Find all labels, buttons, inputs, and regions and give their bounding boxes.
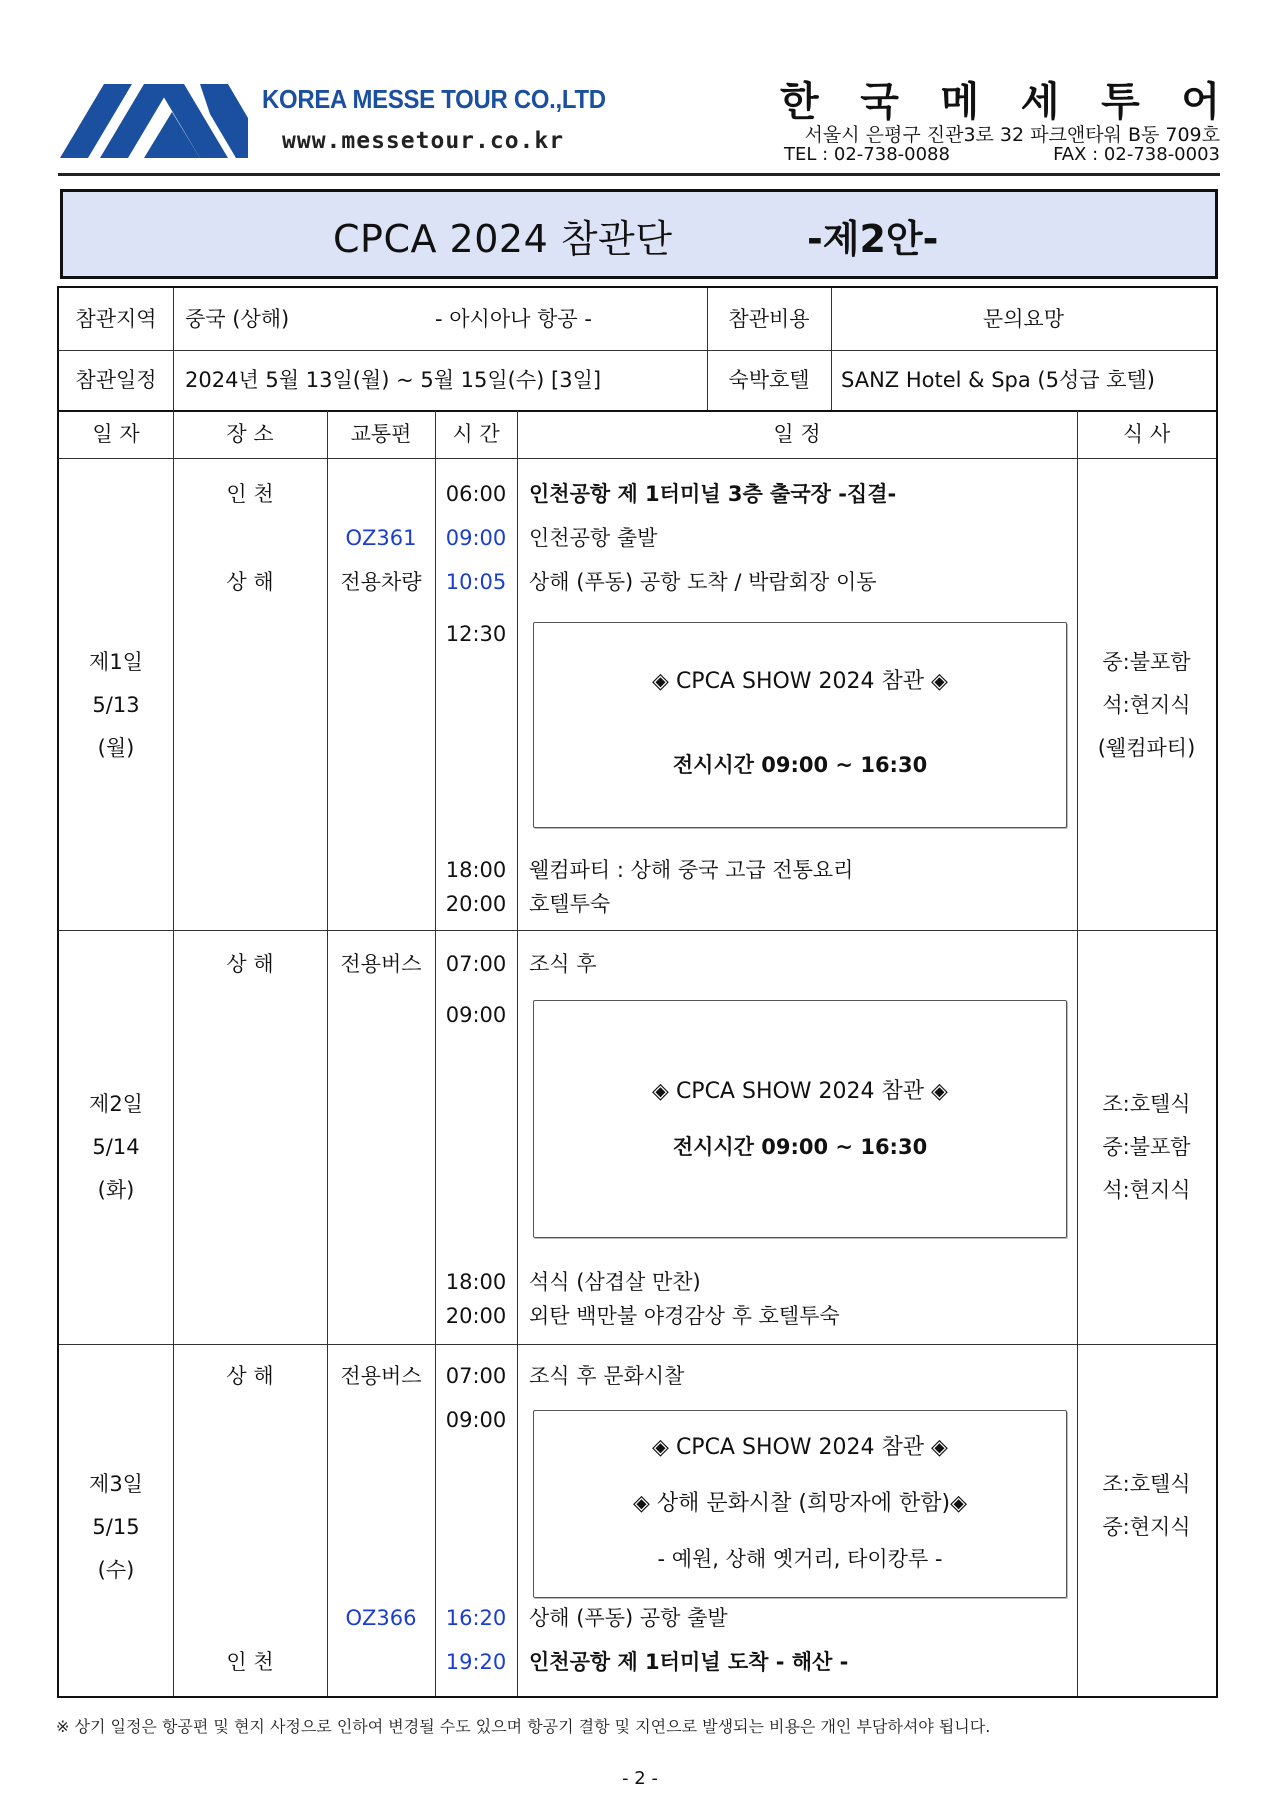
day1-date: 5/13 bbox=[92, 693, 140, 717]
day1-label: 제1일 bbox=[89, 650, 143, 674]
day3-place-incheon: 인 천 bbox=[226, 1650, 274, 1674]
day2-event3: 석식 (삼겹살 만찬) bbox=[529, 1270, 701, 1294]
day1-time3: 10:05 bbox=[445, 570, 507, 594]
day1-meal-lunch: 중:불포함 bbox=[1102, 650, 1191, 674]
day2-place: 상 해 bbox=[226, 952, 274, 976]
day1-show-box bbox=[533, 622, 1067, 828]
day3-transport: 전용버스 bbox=[340, 1364, 422, 1388]
page-title: CPCA 2024 참관단 bbox=[333, 217, 673, 261]
day2-meal-lunch: 중:불포함 bbox=[1102, 1135, 1191, 1159]
plan-label: -제2안- bbox=[807, 217, 939, 261]
day2-time3: 18:00 bbox=[445, 1270, 507, 1294]
day1-event6: 호텔투숙 bbox=[529, 892, 611, 916]
region-value: 중국 (상해) bbox=[185, 307, 290, 331]
header-divider bbox=[58, 173, 1220, 176]
day3-weekday: (수) bbox=[97, 1558, 135, 1582]
company-website: www.messetour.co.kr bbox=[282, 128, 565, 154]
day3-label: 제3일 bbox=[89, 1472, 143, 1496]
day3-time4: 19:20 bbox=[445, 1650, 507, 1674]
day1-time6: 20:00 bbox=[445, 892, 507, 916]
day3-event1: 조식 후 문화시찰 bbox=[529, 1364, 685, 1388]
company-logo bbox=[60, 84, 248, 158]
day2-show-box bbox=[533, 1000, 1067, 1238]
company-name-en: KOREA MESSE TOUR CO.,LTD bbox=[262, 84, 606, 114]
day1-time1: 06:00 bbox=[445, 482, 507, 506]
day2-transport: 전용버스 bbox=[340, 952, 422, 976]
day3-show-title: ◈ CPCA SHOW 2024 참관 ◈ bbox=[652, 1435, 948, 1460]
day1-place-incheon: 인 천 bbox=[226, 482, 274, 506]
company-name-ko: 한 국 메 세 투 어 bbox=[780, 79, 1220, 125]
day2-label: 제2일 bbox=[89, 1092, 143, 1116]
day1-time4: 12:30 bbox=[445, 622, 507, 646]
day2-time2: 09:00 bbox=[445, 1003, 507, 1027]
period-value: 2024년 5월 13일(월) ~ 5월 15일(수) [3일] bbox=[185, 368, 602, 392]
page-number: - 2 - bbox=[622, 1768, 658, 1789]
day3-time3: 16:20 bbox=[445, 1606, 507, 1630]
day1-time2: 09:00 bbox=[445, 526, 507, 550]
day3-meal-lunch: 중:현지식 bbox=[1102, 1515, 1191, 1539]
day1-time5: 18:00 bbox=[445, 858, 507, 882]
day3-time1: 07:00 bbox=[445, 1364, 507, 1388]
company-tel: TEL : 02-738-0088 bbox=[784, 144, 950, 165]
col-time: 시 간 bbox=[452, 422, 500, 446]
region-label: 참관지역 bbox=[75, 307, 157, 331]
day2-show-hours: 전시시간 09:00 ~ 16:30 bbox=[672, 1135, 928, 1159]
day2-weekday: (화) bbox=[97, 1178, 135, 1202]
cost-label: 참관비용 bbox=[728, 307, 810, 331]
period-label: 참관일정 bbox=[75, 368, 157, 392]
col-place: 장 소 bbox=[226, 422, 274, 446]
cost-value: 문의요망 bbox=[982, 307, 1065, 331]
hotel-value: SANZ Hotel & Spa (5성급 호텔) bbox=[841, 368, 1155, 392]
day1-event1: 인천공항 제 1터미널 3층 출국장 -집결- bbox=[529, 482, 897, 506]
company-fax: FAX : 02-738-0003 bbox=[1053, 144, 1220, 165]
day1-event2: 인천공항 출발 bbox=[529, 526, 658, 550]
day1-meal-note: (웰컴파티) bbox=[1097, 736, 1196, 760]
day1-place-shanghai: 상 해 bbox=[226, 570, 274, 594]
day3-event3: 상해 (푸동) 공항 출발 bbox=[529, 1606, 728, 1630]
footer-note: ※ 상기 일정은 항공편 및 현지 사정으로 인하여 변경될 수도 있으며 항공기 결항 및 지연으로 발생되는 비용은 개인 부담하셔야 됩니다. bbox=[56, 1717, 991, 1736]
day3-date: 5/15 bbox=[92, 1515, 140, 1539]
company-address: 서울시 은평구 진관3로 32 파크앤타워 B동 709호 bbox=[804, 124, 1220, 146]
itinerary-table bbox=[57, 286, 1218, 1698]
day2-meal-breakfast: 조:호텔식 bbox=[1102, 1092, 1191, 1116]
day3-meal-breakfast: 조:호텔식 bbox=[1102, 1472, 1191, 1496]
day2-event4: 외탄 백만불 야경감상 후 호텔투숙 bbox=[529, 1304, 840, 1328]
day1-show-title: ◈ CPCA SHOW 2024 참관 ◈ bbox=[652, 669, 948, 694]
day1-weekday: (월) bbox=[97, 736, 135, 760]
day1-flight: OZ361 bbox=[345, 526, 417, 550]
day2-date: 5/14 bbox=[92, 1135, 140, 1159]
airline-value: - 아시아나 항공 - bbox=[435, 307, 592, 331]
day1-transport: 전용차량 bbox=[340, 570, 422, 594]
day3-show-box bbox=[533, 1410, 1067, 1598]
day3-place-shanghai: 상 해 bbox=[226, 1364, 274, 1388]
day3-culture-tour: ◈ 상해 문화시찰 (희망자에 한함)◈ bbox=[632, 1491, 967, 1516]
day3-tour-spots: - 예원, 상해 옛거리, 타이캉루 - bbox=[657, 1547, 943, 1571]
col-date: 일 자 bbox=[92, 422, 140, 446]
day1-show-hours: 전시시간 09:00 ~ 16:30 bbox=[672, 753, 928, 777]
day3-event4: 인천공항 제 1터미널 도착 - 해산 - bbox=[529, 1650, 849, 1674]
day3-flight: OZ366 bbox=[345, 1606, 417, 1630]
col-transport: 교통편 bbox=[350, 422, 412, 446]
day1-meal-dinner: 석:현지식 bbox=[1102, 693, 1191, 717]
day3-time2: 09:00 bbox=[445, 1408, 507, 1432]
col-schedule: 일 정 bbox=[773, 422, 821, 446]
day2-show-title: ◈ CPCA SHOW 2024 참관 ◈ bbox=[652, 1079, 948, 1104]
day1-event5: 웰컴파티 : 상해 중국 고급 전통요리 bbox=[529, 858, 854, 882]
day1-event3: 상해 (푸동) 공항 도착 / 박람회장 이동 bbox=[529, 570, 877, 594]
day2-time1: 07:00 bbox=[445, 952, 507, 976]
day2-event1: 조식 후 bbox=[529, 952, 597, 976]
hotel-label: 숙박호텔 bbox=[728, 368, 810, 392]
day2-meal-dinner: 석:현지식 bbox=[1102, 1178, 1191, 1202]
day2-time4: 20:00 bbox=[445, 1304, 507, 1328]
col-meal: 식 사 bbox=[1122, 422, 1171, 446]
